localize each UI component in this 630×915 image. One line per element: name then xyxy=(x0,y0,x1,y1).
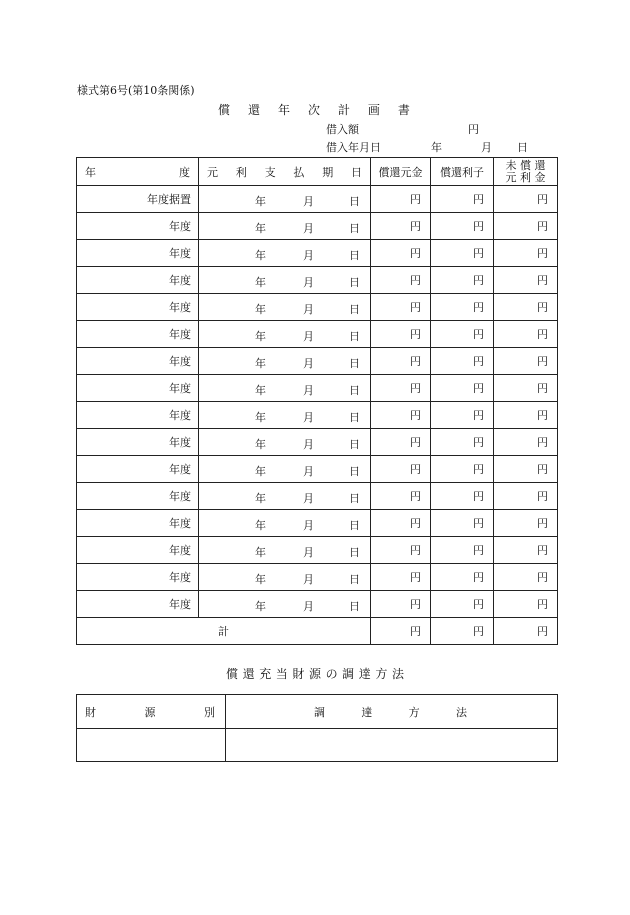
date-month-label: 月 xyxy=(303,276,314,289)
schedule-row xyxy=(77,375,558,402)
funding-title-chars-char: 財 xyxy=(292,667,305,681)
title-chars-char: 書 xyxy=(397,103,410,117)
loan-amount-unit: 円 xyxy=(468,123,479,136)
unpaid-balance-cell: 円 xyxy=(494,483,558,510)
interest-cell: 円 xyxy=(431,321,494,348)
date-month-label: 月 xyxy=(303,411,314,424)
total-principal-cell: 円 xyxy=(371,618,431,645)
header-payment-date xyxy=(199,158,371,186)
interest-cell: 円 xyxy=(431,564,494,591)
payment-date-cell xyxy=(199,591,371,618)
fiscal-year-cell: 年度 xyxy=(77,294,199,321)
funding-title-chars-char: の xyxy=(325,667,338,681)
date-year-label: 年 xyxy=(255,195,266,208)
payment-date-cell xyxy=(199,321,371,348)
date-month-label: 月 xyxy=(303,465,314,478)
payment-date-cell xyxy=(199,537,371,564)
total-unpaid-cell: 円 xyxy=(494,618,558,645)
date-month-label: 月 xyxy=(303,384,314,397)
title-chars-char: 還 xyxy=(247,103,260,117)
schedule-headers-payment-date-chars-char: 元 xyxy=(207,165,218,179)
fiscal-year-cell: 年度 xyxy=(77,240,199,267)
repayment-schedule-table xyxy=(76,157,558,645)
header-year xyxy=(77,158,199,186)
principal-cell: 円 xyxy=(371,240,431,267)
unpaid-balance-cell: 円 xyxy=(494,240,558,267)
funding-title-chars-char: 当 xyxy=(275,667,288,681)
schedule-row xyxy=(77,456,558,483)
date-day-label: 日 xyxy=(349,519,360,532)
header-unpaid-line2: 元 利 金 xyxy=(505,170,546,184)
principal-cell: 円 xyxy=(371,321,431,348)
principal-cell: 円 xyxy=(371,483,431,510)
unpaid-balance-cell: 円 xyxy=(494,186,558,213)
principal-cell: 円 xyxy=(371,213,431,240)
unpaid-balance-cell: 円 xyxy=(494,429,558,456)
principal-cell: 円 xyxy=(371,537,431,564)
date-year-label: 年 xyxy=(255,276,266,289)
schedule-row xyxy=(77,510,558,537)
funding-source-header-chars-char: 財 xyxy=(85,705,96,719)
date-month-label: 月 xyxy=(303,573,314,586)
form-number: 様式第6号(第10条関係) xyxy=(77,84,195,97)
date-day-label: 日 xyxy=(349,384,360,397)
payment-date-cell xyxy=(199,267,371,294)
schedule-header-row xyxy=(77,158,558,186)
funding-source-table xyxy=(76,694,558,762)
date-day-label: 日 xyxy=(349,195,360,208)
interest-cell: 円 xyxy=(431,510,494,537)
principal-cell: 円 xyxy=(371,402,431,429)
fiscal-year-cell: 年度 xyxy=(77,321,199,348)
fiscal-year-cell: 年度 xyxy=(77,402,199,429)
loan-date-day: 日 xyxy=(517,141,528,154)
total-interest-cell: 円 xyxy=(431,618,494,645)
funding-source-header-chars-char: 源 xyxy=(144,705,156,719)
date-day-label: 日 xyxy=(349,492,360,505)
fiscal-year-cell: 年度 xyxy=(77,537,199,564)
interest-cell: 円 xyxy=(431,348,494,375)
interest-cell: 円 xyxy=(431,267,494,294)
funding-method-header-chars-char: 調 xyxy=(314,705,325,719)
interest-cell: 円 xyxy=(431,375,494,402)
payment-date-cell xyxy=(199,564,371,591)
payment-date-cell xyxy=(199,348,371,375)
funding-title-chars-char: 償 xyxy=(226,667,239,681)
title-chars-char: 次 xyxy=(307,103,320,117)
fiscal-year-cell: 年度 xyxy=(77,267,199,294)
date-year-label: 年 xyxy=(255,384,266,397)
payment-date-cell xyxy=(199,213,371,240)
funding-title-chars-char: 達 xyxy=(358,667,371,681)
fiscal-year-cell: 年度 xyxy=(77,213,199,240)
header-funding-source xyxy=(77,695,226,729)
funding-title-chars-char: 還 xyxy=(242,667,255,681)
schedule-row xyxy=(77,267,558,294)
unpaid-balance-cell: 円 xyxy=(494,591,558,618)
funding-method-header-chars-char: 達 xyxy=(361,705,373,719)
principal-cell: 円 xyxy=(371,267,431,294)
date-day-label: 日 xyxy=(349,330,360,343)
schedule-headers-payment-date-chars-char: 支 xyxy=(264,165,276,179)
schedule-row xyxy=(77,483,558,510)
date-day-label: 日 xyxy=(349,546,360,559)
date-month-label: 月 xyxy=(303,195,314,208)
principal-cell: 円 xyxy=(371,186,431,213)
payment-date-cell xyxy=(199,456,371,483)
date-month-label: 月 xyxy=(303,492,314,505)
unpaid-balance-cell: 円 xyxy=(494,294,558,321)
date-year-label: 年 xyxy=(255,492,266,505)
header-unpaid-line1: 未 償 還 xyxy=(505,158,546,172)
principal-cell: 円 xyxy=(371,375,431,402)
unpaid-balance-cell: 円 xyxy=(494,537,558,564)
schedule-headers-payment-date-chars-char: 払 xyxy=(293,165,305,179)
funding-title-chars-char: 調 xyxy=(342,667,355,681)
schedule-row xyxy=(77,564,558,591)
funding-source-input[interactable] xyxy=(77,729,226,762)
fiscal-year-cell: 年度 xyxy=(77,429,199,456)
payment-date-cell xyxy=(199,510,371,537)
title-chars-char: 画 xyxy=(367,103,380,117)
principal-cell: 円 xyxy=(371,510,431,537)
date-day-label: 日 xyxy=(349,465,360,478)
schedule-headers-payment-date-chars-char: 日 xyxy=(350,165,362,179)
payment-date-cell xyxy=(199,240,371,267)
unpaid-balance-cell: 円 xyxy=(494,321,558,348)
fiscal-year-cell: 年度据置 xyxy=(77,186,199,213)
funding-method-header-chars-char: 方 xyxy=(408,705,420,719)
date-day-label: 日 xyxy=(349,438,360,451)
date-month-label: 月 xyxy=(303,546,314,559)
payment-date-cell xyxy=(199,402,371,429)
schedule-row xyxy=(77,321,558,348)
fiscal-year-cell: 年度 xyxy=(77,483,199,510)
date-year-label: 年 xyxy=(255,330,266,343)
title-chars-char: 年 xyxy=(277,103,290,117)
date-day-label: 日 xyxy=(349,249,360,262)
date-month-label: 月 xyxy=(303,357,314,370)
payment-date-cell xyxy=(199,294,371,321)
payment-date-cell xyxy=(199,186,371,213)
date-day-label: 日 xyxy=(349,276,360,289)
principal-cell: 円 xyxy=(371,294,431,321)
date-year-label: 年 xyxy=(255,573,266,586)
funding-method-header-chars-char: 法 xyxy=(455,705,467,719)
date-month-label: 月 xyxy=(303,303,314,316)
funding-header-row xyxy=(77,695,558,729)
date-day-label: 日 xyxy=(349,411,360,424)
interest-cell: 円 xyxy=(431,186,494,213)
date-month-label: 月 xyxy=(303,222,314,235)
date-year-label: 年 xyxy=(255,438,266,451)
date-month-label: 月 xyxy=(303,519,314,532)
date-month-label: 月 xyxy=(303,438,314,451)
date-year-label: 年 xyxy=(255,465,266,478)
interest-cell: 円 xyxy=(431,402,494,429)
date-year-label: 年 xyxy=(255,519,266,532)
loan-date-month: 月 xyxy=(481,141,492,154)
payment-date-cell xyxy=(199,483,371,510)
principal-cell: 円 xyxy=(371,564,431,591)
schedule-row xyxy=(77,591,558,618)
unpaid-balance-cell: 円 xyxy=(494,564,558,591)
date-day-label: 日 xyxy=(349,573,360,586)
unpaid-balance-cell: 円 xyxy=(494,213,558,240)
schedule-row xyxy=(77,537,558,564)
principal-cell: 円 xyxy=(371,348,431,375)
principal-cell: 円 xyxy=(371,456,431,483)
funding-title-chars-char: 方 xyxy=(375,667,388,681)
funding-source-header-chars-char: 別 xyxy=(204,705,215,719)
date-day-label: 日 xyxy=(349,357,360,370)
fiscal-year-cell: 年度 xyxy=(77,510,199,537)
date-year-label: 年 xyxy=(255,600,266,613)
funding-section-title xyxy=(226,668,404,681)
schedule-row xyxy=(77,213,558,240)
date-year-label: 年 xyxy=(255,303,266,316)
principal-cell: 円 xyxy=(371,429,431,456)
interest-cell: 円 xyxy=(431,483,494,510)
interest-cell: 円 xyxy=(431,429,494,456)
interest-cell: 円 xyxy=(431,537,494,564)
unpaid-balance-cell: 円 xyxy=(494,348,558,375)
date-month-label: 月 xyxy=(303,249,314,262)
date-year-label: 年 xyxy=(255,411,266,424)
interest-cell: 円 xyxy=(431,591,494,618)
procurement-method-input[interactable] xyxy=(226,729,558,762)
schedule-row xyxy=(77,429,558,456)
title-chars-char: 計 xyxy=(337,103,350,117)
interest-cell: 円 xyxy=(431,294,494,321)
schedule-row xyxy=(77,240,558,267)
funding-title-chars-char: 法 xyxy=(391,667,404,681)
principal-cell: 円 xyxy=(371,591,431,618)
schedule-row xyxy=(77,186,558,213)
header-procurement-method xyxy=(226,695,558,729)
date-year-label: 年 xyxy=(255,222,266,235)
unpaid-balance-cell: 円 xyxy=(494,402,558,429)
date-month-label: 月 xyxy=(303,600,314,613)
funding-title-chars-char: 源 xyxy=(308,667,321,681)
date-year-label: 年 xyxy=(255,357,266,370)
header-interest: 償還利子 xyxy=(431,158,494,186)
date-day-label: 日 xyxy=(349,222,360,235)
schedule-headers-year-chars-char: 度 xyxy=(179,165,190,179)
document-title xyxy=(218,104,410,117)
date-year-label: 年 xyxy=(255,546,266,559)
fiscal-year-cell: 年度 xyxy=(77,348,199,375)
schedule-headers-year-chars-char: 年 xyxy=(85,165,96,179)
schedule-row xyxy=(77,294,558,321)
payment-date-cell xyxy=(199,429,371,456)
date-day-label: 日 xyxy=(349,600,360,613)
schedule-row xyxy=(77,402,558,429)
loan-date-label: 借入年月日 xyxy=(326,141,381,154)
unpaid-balance-cell: 円 xyxy=(494,375,558,402)
funding-entry-row xyxy=(77,729,558,762)
header-principal: 償還元金 xyxy=(371,158,431,186)
fiscal-year-cell: 年度 xyxy=(77,591,199,618)
funding-title-chars-char: 充 xyxy=(259,667,272,681)
interest-cell: 円 xyxy=(431,456,494,483)
payment-date-cell xyxy=(199,375,371,402)
header-unpaid-balance xyxy=(494,158,558,186)
schedule-total-row xyxy=(77,618,558,645)
fiscal-year-cell: 年度 xyxy=(77,456,199,483)
interest-cell: 円 xyxy=(431,240,494,267)
schedule-headers-payment-date-chars-char: 利 xyxy=(235,165,247,179)
interest-cell: 円 xyxy=(431,213,494,240)
unpaid-balance-cell: 円 xyxy=(494,510,558,537)
loan-date-year: 年 xyxy=(431,141,442,154)
date-day-label: 日 xyxy=(349,303,360,316)
fiscal-year-cell: 年度 xyxy=(77,375,199,402)
loan-amount-label: 借入額 xyxy=(326,123,359,136)
fiscal-year-cell: 年度 xyxy=(77,564,199,591)
schedule-row xyxy=(77,348,558,375)
total-label-cell: 計 xyxy=(77,618,371,645)
unpaid-balance-cell: 円 xyxy=(494,456,558,483)
date-year-label: 年 xyxy=(255,249,266,262)
title-chars-char: 償 xyxy=(218,103,231,117)
schedule-headers-payment-date-chars-char: 期 xyxy=(322,165,334,179)
date-month-label: 月 xyxy=(303,330,314,343)
unpaid-balance-cell: 円 xyxy=(494,267,558,294)
